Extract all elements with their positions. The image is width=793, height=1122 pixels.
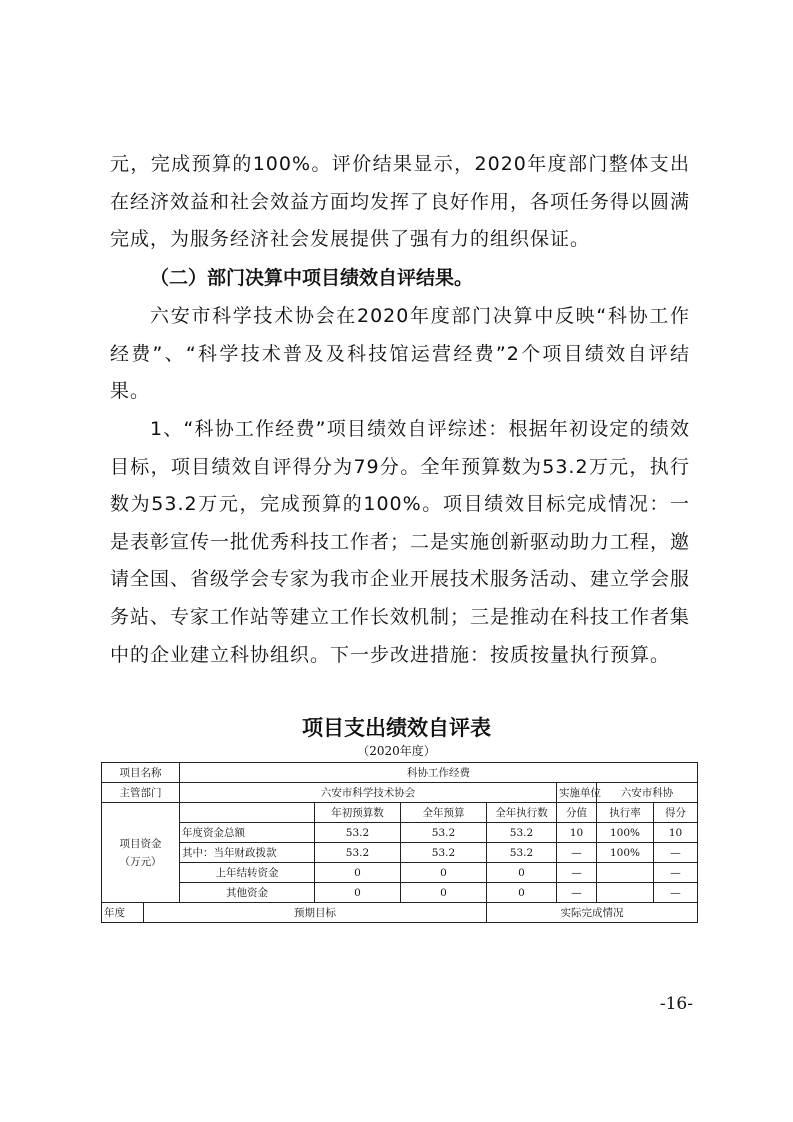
project-name-label: 项目名称 [102,763,180,783]
performance-table [101,762,698,923]
actual-label: 实际完成情况 [487,903,698,923]
fund-rate: 100% [597,823,654,843]
fund-score-value: — [557,863,597,883]
fund-executed: 53.2 [487,843,557,863]
table-row [102,863,698,883]
table-row-dept [102,783,698,803]
paragraph-item-1: 1、“科协工作经费”项目绩效自评综述：根据年初设定的绩效目标，项目绩效自评得分为79分。全年预算数为53.2万元，执行数为53.2万元，完成预算的100%。项目绩效目标完成情况：一是表彰宣传一批优秀科技工作者；二是实施创新驱动助力工程，邀请全国、省级学会专家为我市企业开展技术服务活动、建立学会服务站、专家工作站等建立工作长效机制；三是推动在科技工作者集中的企业建立科协组织。下一步改进措施：按质按量执行预算。 [110,418,691,666]
fund-annual: 0 [401,863,487,883]
fund-label: 其中：当年财政拨款 [180,843,315,863]
fund-rate [597,883,654,903]
fund-initial: 53.2 [315,823,401,843]
fund-initial: 53.2 [315,843,401,863]
header-executed: 全年执行数 [487,803,557,823]
fund-label: 其他资金 [180,883,315,903]
fund-executed: 53.2 [487,823,557,843]
fund-annual: 53.2 [401,823,487,843]
fund-score: — [654,843,698,863]
header-rate: 执行率 [597,803,654,823]
fund-score: 10 [654,823,698,843]
fund-score-value: — [557,843,597,863]
fund-score-value: — [557,883,597,903]
fund-label: 年度资金总额 [180,823,315,843]
fund-score: — [654,883,698,903]
expected-label: 预期目标 [144,903,487,923]
fund-annual: 53.2 [401,843,487,863]
paragraph-intro: 元，完成预算的100%。评价结果显示，2020年度部门整体支出在经济效益和社会效益方面均发挥了良好作用，各项任务得以圆满完成，为服务经济社会发展提供了强有力的组织保证。 [110,153,691,251]
funds-unit: （万元） [119,855,162,868]
table-row [102,843,698,863]
unit-value: 六安市科协 [597,783,698,803]
fund-rate: 100% [597,843,654,863]
fund-executed: 0 [487,863,557,883]
project-name-value: 科协工作经费 [180,763,698,783]
header-score: 得分 [654,803,698,823]
fund-initial: 0 [315,883,401,903]
unit-label: 实施单位 [557,783,597,803]
table-row-footer [102,903,698,923]
header-initial: 年初预算数 [315,803,401,823]
fund-score: — [654,863,698,883]
table-subtitle: （2020年度） [357,744,436,758]
funds-label: 项目资金 [119,837,162,850]
page-number: -16- [659,994,693,1014]
section-heading: （二）部门决算中项目绩效自评结果。 [150,267,474,289]
fund-annual: 0 [401,883,487,903]
table-row [102,883,698,903]
funds-label-cell [102,803,180,903]
paragraph-summary: 六安市科学技术协会在2020年度部门决算中反映“科协工作经费”、“科学技术普及及科技馆运营经费”2个项目绩效自评结果。 [110,305,690,403]
year-label: 年度 [102,903,144,923]
header-score-value: 分值 [557,803,597,823]
fund-rate [597,863,654,883]
fund-score-value: 10 [557,823,597,843]
table-row-headers [102,803,698,823]
fund-executed: 0 [487,883,557,903]
header-blank [180,803,315,823]
dept-value: 六安市科学技术协会 [180,783,557,803]
dept-label: 主管部门 [102,783,180,803]
fund-label: 上年结转资金 [180,863,315,883]
fund-initial: 0 [315,863,401,883]
table-title: 项目支出绩效自评表 [302,715,491,740]
header-annual: 全年预算 [401,803,487,823]
table-row-project [102,763,698,783]
table-row [102,823,698,843]
